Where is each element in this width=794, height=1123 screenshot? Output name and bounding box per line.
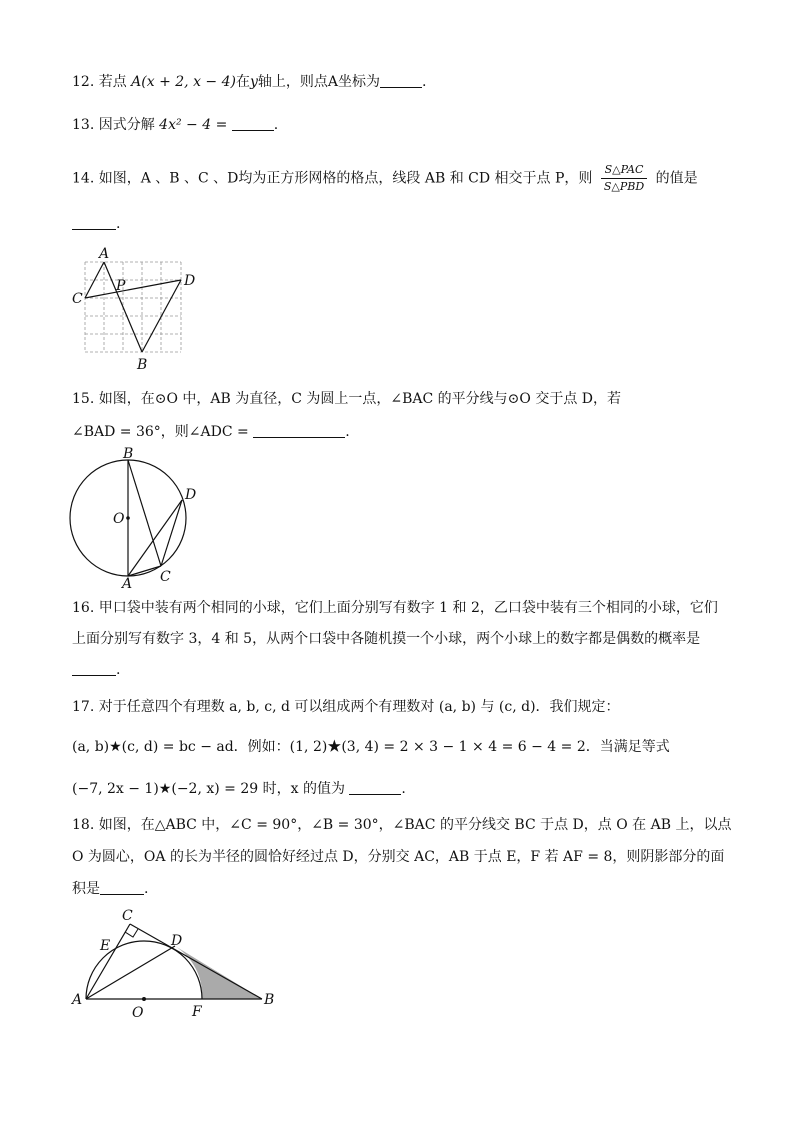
question-18-line3: 积是 . — [72, 881, 149, 897]
answer-blank — [100, 880, 144, 895]
grid-figure — [60, 245, 210, 375]
question-16-line2: 上面分别写有数字 3，4 和 5，从两个口袋中各随机摸一个小球，两个小球上的数字都是偶数的概率是 — [72, 631, 701, 647]
center-point — [142, 997, 146, 1001]
question-16: 16. 甲口袋中装有两个相同的小球，它们上面分别写有数字 1 和 2，乙口袋中装有三个相同的小球，它们 — [72, 600, 718, 616]
answer-blank — [232, 116, 274, 131]
question-18: 18. 如图，在△ABC 中，∠C = 90°，∠B = 30°，∠BAC 的平分线交 BC 于点 D，点 O 在 AB 上，以点 — [72, 817, 732, 833]
label-a: A — [99, 246, 110, 262]
question-17-line2: (a, b)★(c, d) = bc − ad．例如：(1, 2)★(3, 4) = 2 × 3 − 1 × 4 = 6 − 4 = 2．当满足等式 — [72, 739, 670, 755]
label-e: E — [100, 938, 111, 954]
answer-blank — [253, 423, 345, 438]
label-a: A — [122, 576, 133, 592]
answer-blank — [72, 215, 116, 230]
area-ratio-fraction: $\frac{\text{S△PAC}}{\text{S△PBD}}$ — [601, 162, 647, 195]
segment-bc — [128, 460, 161, 566]
question-17: 17. 对于任意四个有理数 a, b, c, d 可以组成两个有理数对 (a, b) 与 (c, d)．我们规定： — [72, 699, 620, 715]
question-17-line3: (−7, 2x − 1)★(−2, x) = 29 时，x 的值为 . — [72, 781, 406, 797]
question-15-line2: ∠BAD = 36°，则∠ADC = . — [72, 424, 350, 440]
segment-ac — [86, 924, 130, 999]
label-b: B — [264, 992, 275, 1008]
question-14: 14. 如图，A 、B 、C 、D均为正方形网格的格点，线段 AB 和 CD 相交于点 P，则 $\frac{\text{S△PAC}}{\text{S△PBD}}$ 的值是 — [72, 163, 698, 193]
label-p: P — [116, 278, 126, 294]
point-expression: A(x + 2, x − 4) — [131, 74, 236, 90]
label-c: C — [122, 908, 133, 924]
label-o: O — [113, 511, 125, 527]
question-12: 12. 若点 A(x + 2, x − 4)在y轴上，则点A坐标为 . — [72, 74, 427, 90]
segment-cd — [85, 280, 181, 298]
question-14-answer: . — [72, 214, 120, 234]
question-15: 15. 如图，在⊙O 中，AB 为直径，C 为圆上一点，∠BAC 的平分线与⊙O 交于点 D，若 — [72, 391, 622, 407]
question-18-line2: O 为圆心，OA 的长为半径的圆恰好经过点 D，分别交 AC，AB 于点 E，F 若 AF = 8，则阴影部分的面 — [72, 849, 725, 865]
circle-figure — [60, 445, 210, 590]
label-o: O — [132, 1005, 144, 1021]
triangle-figure — [60, 900, 290, 1025]
answer-blank — [349, 780, 401, 795]
factor-expression: 4x² − 4 = — [159, 117, 228, 133]
label-b: B — [137, 357, 148, 373]
label-a: A — [72, 992, 83, 1008]
segment-ac — [128, 566, 161, 576]
label-c: C — [72, 291, 83, 307]
question-16-answer: . — [72, 660, 120, 680]
label-d: D — [171, 933, 183, 949]
label-d: D — [184, 273, 196, 289]
answer-blank — [380, 73, 422, 88]
label-c: C — [160, 569, 171, 585]
segment-ad — [128, 500, 182, 576]
center-point — [126, 516, 130, 520]
question-13: 13. 因式分解 4x² − 4 = . — [72, 117, 279, 133]
label-f: F — [192, 1004, 202, 1020]
answer-blank — [72, 661, 116, 676]
label-d: D — [185, 487, 197, 503]
label-b: B — [123, 446, 134, 462]
